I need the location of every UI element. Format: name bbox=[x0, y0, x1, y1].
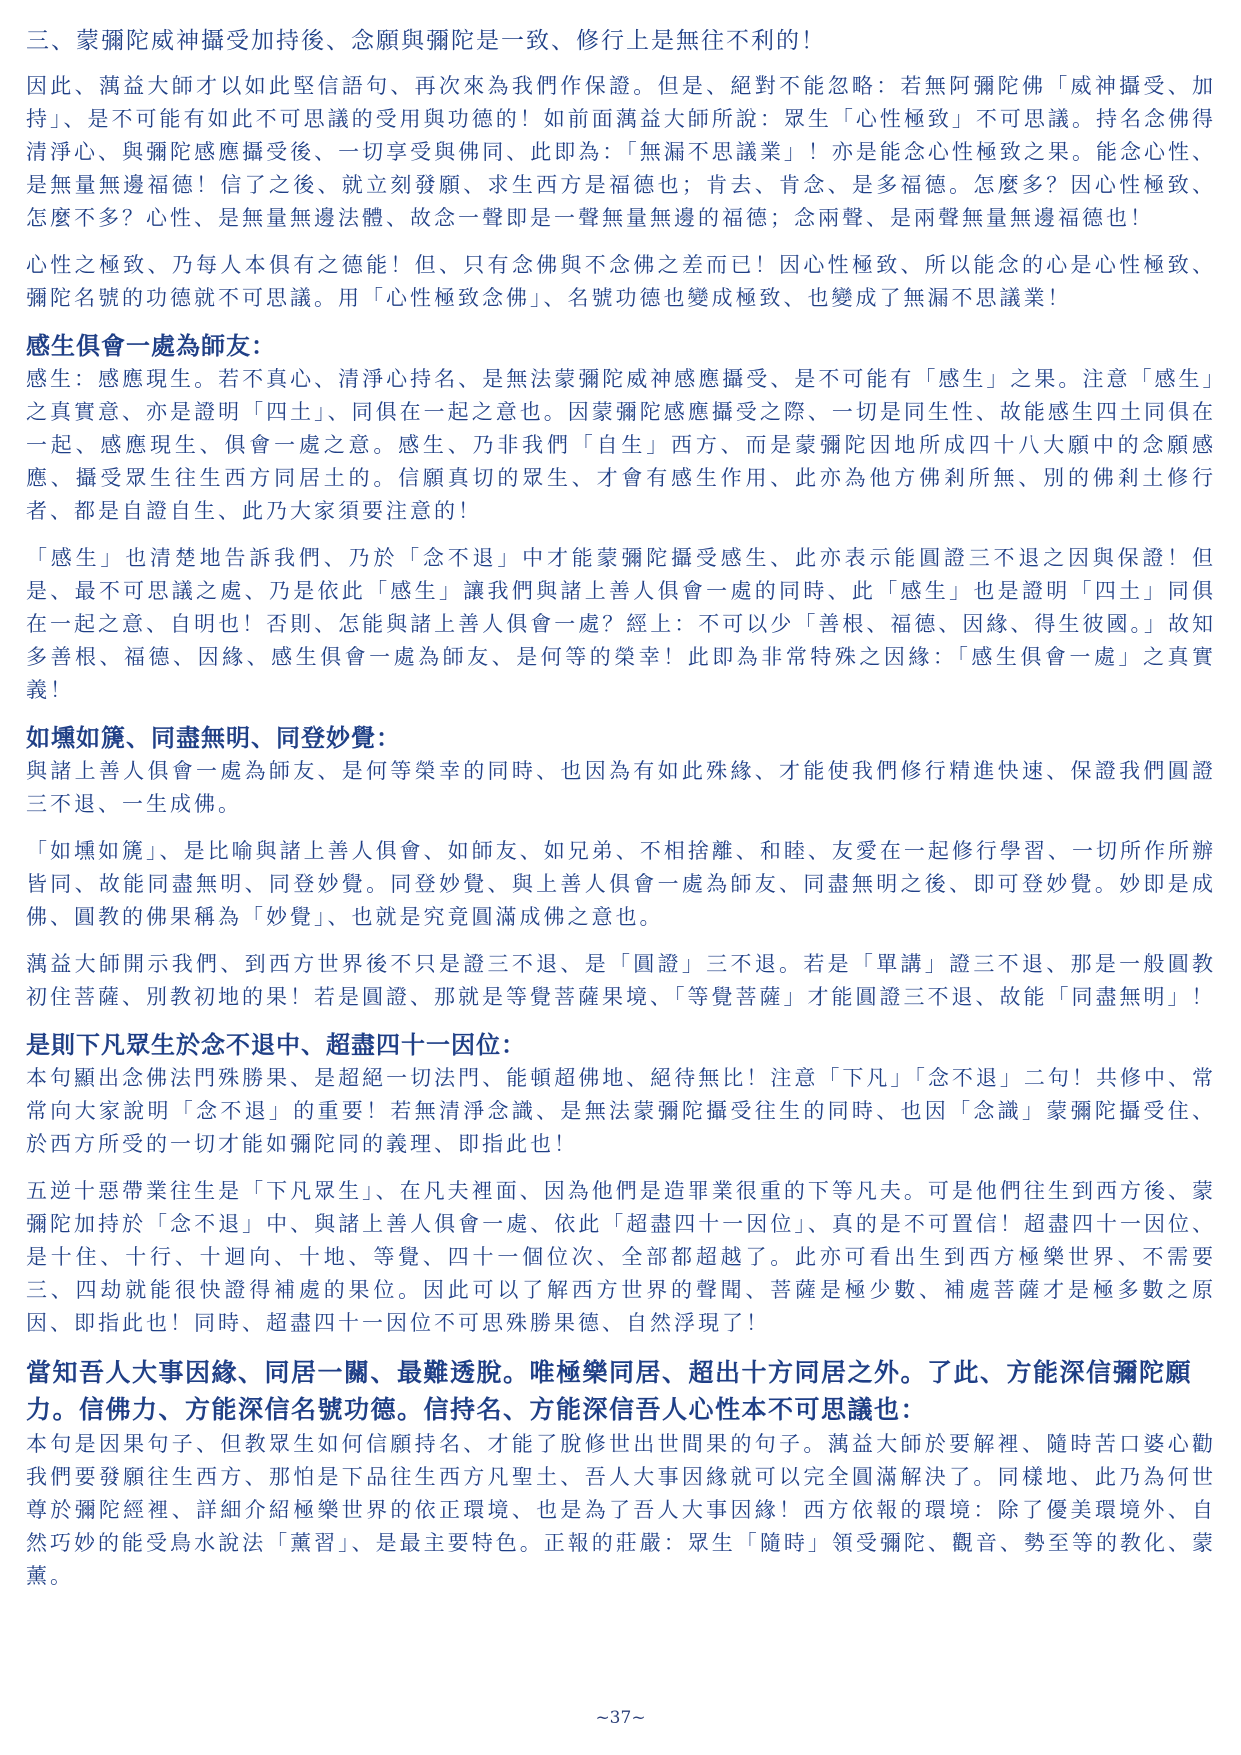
section-1-heading: 三、蒙彌陀威神攝受加持後、念願與彌陀是一致、修行上是無往不利的！ bbox=[26, 28, 826, 54]
section-2-paragraph-1: 感生：感應現生。若不真心、清淨心持名、是無法蒙彌陀威神感應攝受、是不可能有「感生」之果。注意「感生」之真實意、亦是證明「四土」、同俱在一起之意也。因蒙彌陀感應攝受之際、一切是同生性、故能感生四土同俱在一起、感應現生、俱會一處之意。感生、乃非我們「自生」西方、而是蒙彌陀因地所成四十八大願中的念願感應、攝受眾生往生西方同居土的。信願真切的眾生、才會有感生作用、此亦為他方佛剎所無、別的佛剎土修行者、都是自證自生、此乃大家須要注意的！ bbox=[26, 367, 1216, 523]
section-3-paragraph-1: 與諸上善人俱會一處為師友、是何等榮幸的同時、也因為有如此殊緣、才能使我們修行精進快速、保證我們圓證三不退、一生成佛。 bbox=[26, 759, 1216, 816]
section-4 bbox=[26, 1028, 1216, 1340]
section-1 bbox=[26, 24, 1216, 315]
section-1-paragraph-1: 因此、蕅益大師才以如此堅信語句、再次來為我們作保證。但是、絕對不能忽略：若無阿彌陀佛「威神攝受、加持」、是不可能有如此不可思議的受用與功德的！如前面蕅益大師所說：眾生「心性極致」不可思議。持名念佛得清淨心、與彌陀感應攝受後、一切享受與佛同、此即為：「無漏不思議業」！亦是能念心性極致之果。能念心性、是無量無邊福德！信了之後、就立刻發願、求生西方是福德也；肯去、肯念、是多福德。怎麼多？因心性極致、怎麼不多？心性、是無量無邊法體、故念一聲即是一聲無量無邊的福德；念兩聲、是兩聲無量無邊福德也！ bbox=[26, 74, 1216, 230]
section-4-heading: 是則下凡眾生於念不退中、超盡四十一因位： bbox=[26, 1030, 526, 1059]
section-3-paragraph-3: 蕅益大師開示我們、到西方世界後不只是證三不退、是「圓證」三不退。若是「單講」證三不退、那是一般圓教初住菩薩、別教初地的果！若是圓證、那就是等覺菩薩果境、「等覺菩薩」才能圓證三不退、故能「同盡無明」！ bbox=[26, 952, 1216, 1009]
section-3-heading: 如壎如篪、同盡無明、同登妙覺： bbox=[26, 723, 401, 752]
section-2 bbox=[26, 329, 1216, 707]
section-5 bbox=[26, 1354, 1216, 1593]
section-4-paragraph-1: 本句顯出念佛法門殊勝果、是超絕一切法門、能頓超佛地、絕待無比！注意「下凡」「念不退」二句！共修中、常常向大家說明「念不退」的重要！若無清淨念識、是無法蒙彌陀攝受往生的同時、也因「念識」蒙彌陀攝受住、於西方所受的一切才能如彌陀同的義理、即指此也！ bbox=[26, 1066, 1216, 1156]
section-1-paragraph-2: 心性之極致、乃每人本俱有之德能！但、只有念佛與不念佛之差而已！因心性極致、所以能念的心是心性極致、彌陀名號的功德就不可思議。用「心性極致念佛」、名號功德也變成極致、也變成了無漏不思議業！ bbox=[26, 253, 1216, 310]
section-3 bbox=[26, 721, 1216, 1014]
page-number: ~37~ bbox=[595, 1708, 646, 1728]
section-5-heading: 當知吾人大事因緣、同居一關、最難透脫。唯極樂同居、超出十方同居之外。了此、方能深信彌陀願力。信佛力、方能深信名號功德。信持名、方能深信吾人心性本不可思議也： bbox=[26, 1358, 1193, 1424]
section-4-paragraph-2: 五逆十惡帶業往生是「下凡眾生」、在凡夫裡面、因為他們是造罪業很重的下等凡夫。可是他們往生到西方後、蒙彌陀加持於「念不退」中、與諸上善人俱會一處、依此「超盡四十一因位」、真的是不可置信！超盡四十一因位、是十住、十行、十迴向、十地、等覺、四十一個位次、全部都超越了。此亦可看出生到西方極樂世界、不需要三、四劫就能很快證得補處的果位。因此可以了解西方世界的聲聞、菩薩是極少數、補處菩薩才是極多數之原因、即指此也！同時、超盡四十一因位不可思殊勝果德、自然浮現了！ bbox=[26, 1179, 1216, 1335]
section-2-paragraph-2: 「感生」也清楚地告訴我們、乃於「念不退」中才能蒙彌陀攝受感生、此亦表示能圓證三不退之因與保證！但是、最不可思議之處、乃是依此「感生」讓我們與諸上善人俱會一處的同時、此「感生」也是證明「四土」同俱在一起之意、自明也！否則、怎能與諸上善人俱會一處？經上：不可以少「善根、福德、因緣、得生彼國。」故知多善根、福德、因緣、感生俱會一處為師友、是何等的榮幸！此即為非常特殊之因緣：「感生俱會一處」之真實義！ bbox=[26, 546, 1216, 702]
section-3-paragraph-2: 「如壎如篪」、是比喻與諸上善人俱會、如師友、如兄弟、不相捨離、和睦、友愛在一起修行學習、一切所作所辦皆同、故能同盡無明、同登妙覺。同登妙覺、與上善人俱會一處為師友、同盡無明之後、即可登妙覺。妙即是成佛、圓教的佛果稱為「妙覺」、也就是究竟圓滿成佛之意也。 bbox=[26, 839, 1216, 929]
document-page bbox=[26, 24, 1216, 1607]
section-5-paragraph-1: 本句是因果句子、但教眾生如何信願持名、才能了脫修世出世間果的句子。蕅益大師於要解裡、隨時苦口婆心勸我們要發願往生西方、那怕是下品往生西方凡聖土、吾人大事因緣就可以完全圓滿解決了。同樣地、此乃為何世尊於彌陀經裡、詳細介紹極樂世界的依正環境、也是為了吾人大事因緣！西方依報的環境：除了優美環境外、自然巧妙的能受鳥水說法「薰習」、是最主要特色。正報的莊嚴：眾生「隨時」領受彌陀、觀音、勢至等的教化、蒙薰。 bbox=[26, 1432, 1216, 1588]
section-2-heading: 感生俱會一處為師友： bbox=[26, 331, 276, 360]
